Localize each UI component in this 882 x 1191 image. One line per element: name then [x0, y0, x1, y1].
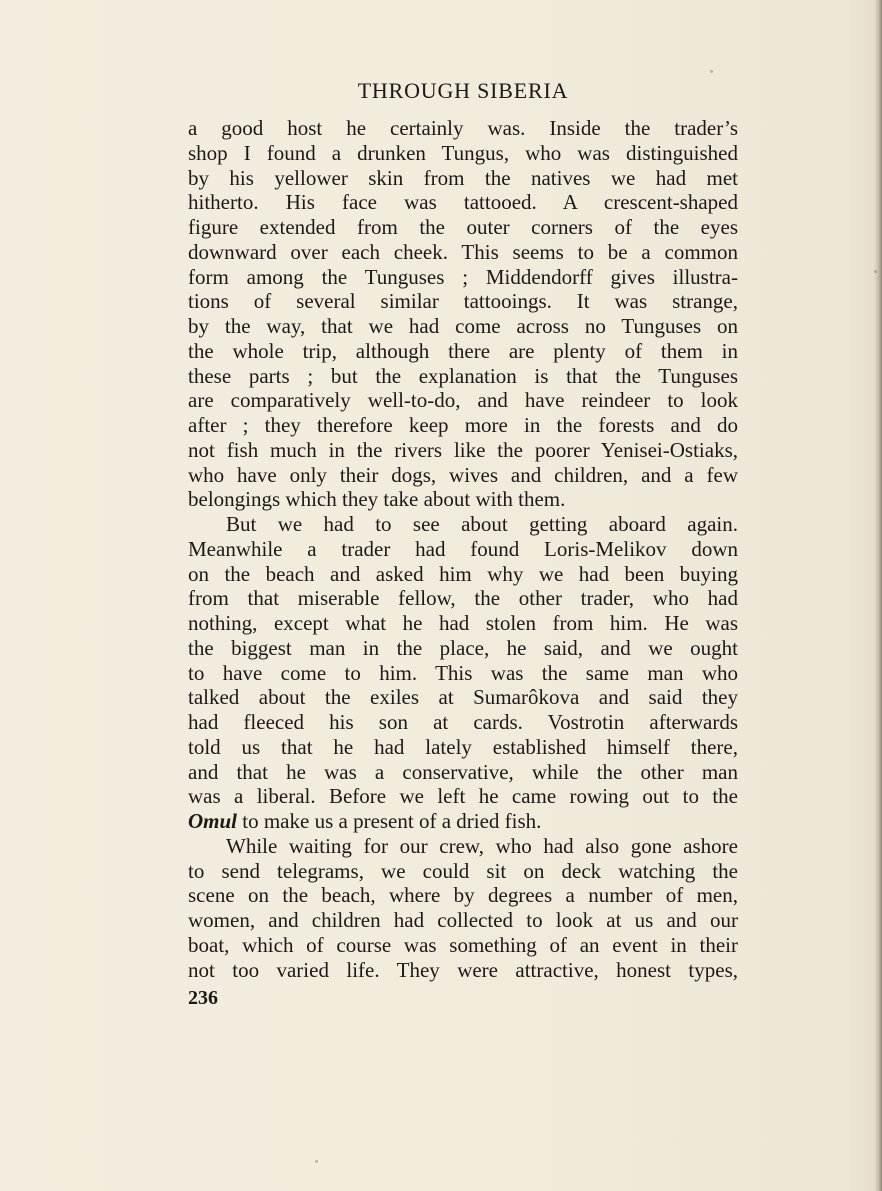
- text-line: was a liberal. Before we left he came rowing out to the: [188, 784, 738, 809]
- text-line: and that he was a conservative, while the other man: [188, 759, 738, 784]
- running-head: THROUGH SIBERIA: [357, 78, 569, 103]
- paper-speck: [874, 270, 877, 273]
- text-line: talked about the exiles at Sumarôkova and said they: [188, 685, 738, 710]
- text-line: tions of several similar tattooings. It was strange,: [188, 289, 738, 314]
- text-line-rest: to make us a present of a dried fish.: [237, 809, 542, 833]
- text-line: nothing, except what he had stolen from him. He was: [188, 611, 738, 635]
- text-line: not fish much in the rivers like the poorer Yenisei-Ostiaks,: [188, 437, 738, 462]
- text-line: downward over each cheek. This seems to be a common: [188, 239, 738, 264]
- text-line: form among the Tunguses ; Middendorff gives illustra-: [188, 264, 738, 289]
- text-line: While waiting for our crew, who had also gone ashore: [226, 833, 738, 858]
- text-line: women, and children had collected to look at us and our: [188, 908, 738, 932]
- text-line: who have only their dogs, wives and children, and a few: [188, 462, 738, 487]
- body-text: [188, 116, 738, 982]
- text-line: are comparatively well-to-do, and have reindeer to look: [188, 388, 738, 413]
- text-line: to send telegrams, we could sit on deck watching the: [188, 858, 738, 883]
- text-line: on the beach and asked him why we had been buying: [188, 561, 738, 586]
- text-line: after ; they therefore keep more in the forests and do: [188, 413, 738, 437]
- text-line: boat, which of course was something of an event in their: [188, 932, 738, 957]
- text-line: had fleeced his son at cards. Vostrotin afterwards: [188, 710, 738, 734]
- text-line: told us that he had lately established himself there,: [188, 734, 738, 759]
- text-line: belongings which they take about with them.: [188, 487, 566, 512]
- text-line: to have come to him. This was the same man who: [188, 660, 738, 685]
- text-line: Meanwhile a trader had found Loris-Melikov down: [188, 536, 738, 561]
- text-line: scene on the beach, where by degrees a number of men,: [188, 883, 738, 908]
- text-line: hitherto. His face was tattooed. A crescent-shaped: [188, 190, 738, 215]
- text-line: [188, 809, 738, 834]
- paper-speck: [315, 1160, 318, 1163]
- text-line: shop I found a drunken Tungus, who was distinguished: [188, 140, 738, 165]
- text-line: the whole trip, although there are plenty of them in: [188, 338, 738, 363]
- page-edge-shadow: [874, 0, 882, 1191]
- text-line: the biggest man in the place, he said, and we ought: [188, 635, 738, 660]
- page-number: 236: [188, 987, 218, 1009]
- text-line: by the way, that we had come across no Tunguses on: [188, 314, 738, 338]
- text-line: not too varied life. They were attractive, honest types,: [188, 957, 738, 982]
- italic-ship-name: Omul: [188, 809, 238, 833]
- text-line: from that miserable fellow, the other trader, who had: [188, 586, 738, 611]
- text-line: these parts ; but the explanation is that the Tunguses: [188, 363, 738, 388]
- text-line: But we had to see about getting aboard again.: [226, 512, 738, 536]
- text-line: a good host he certainly was. Inside the trader’s: [188, 116, 738, 140]
- text-line: figure extended from the outer corners of the eyes: [188, 215, 738, 239]
- paper-speck: [710, 70, 713, 73]
- text-line: by his yellower skin from the natives we had met: [188, 165, 738, 190]
